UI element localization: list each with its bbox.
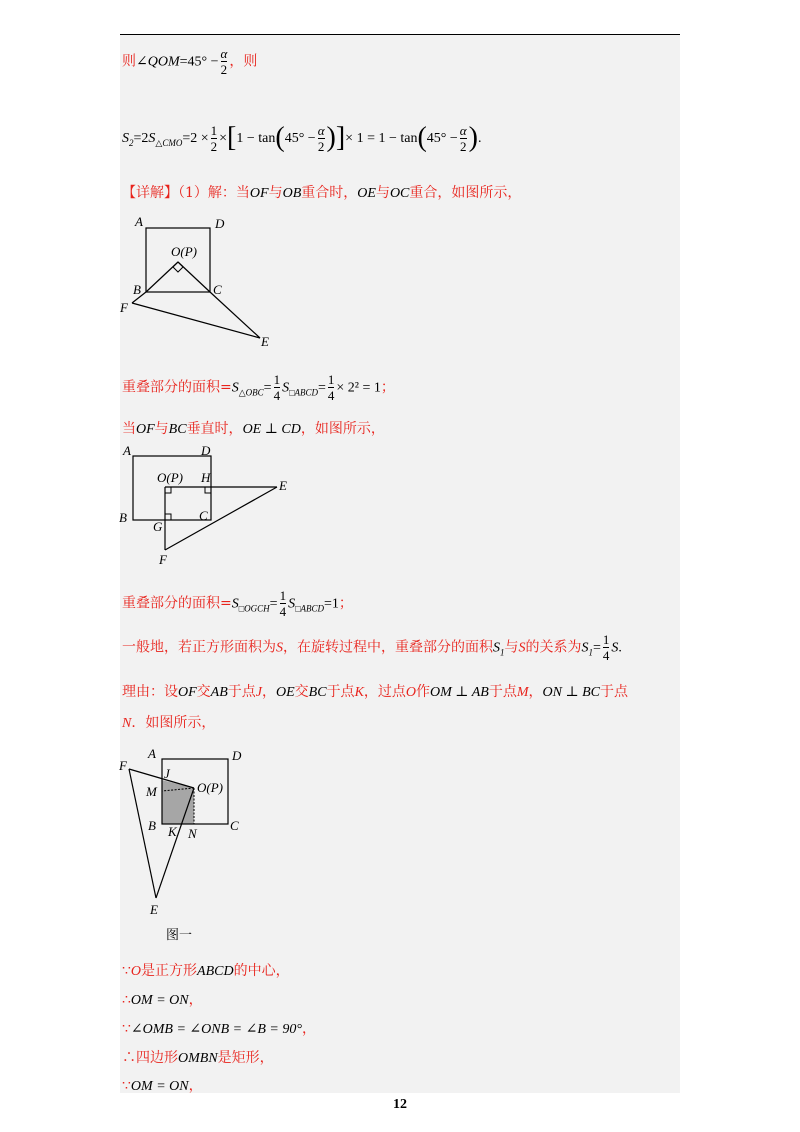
fig2-label-c: C [199,508,208,523]
fig2-label-g: G [153,519,163,534]
line-center: ∵O是正方形ABCD的中心， [122,963,290,979]
fig3-label-k: K [168,824,177,839]
line-reason: 理由：设OF交AB于点J，OE交BC于点K，过点O作OM ⊥ AB于点M，ON ⊥ BC于点 [122,684,629,700]
line-right-angles: ∵∠OMB = ∠ONB = ∠B = 90°， [122,1021,316,1037]
line-area-1: 重叠部分的面积$=S_{\triangle OBC}=$ $\frac{1}{4}$ $S_{□ABCD}=$ $\frac{1}{4}$ × 2² = 1； [122,372,395,403]
line-detail-heading: 【详解】（1）解：当OF与OB重合时，OE与OC重合，如图所示， [122,185,522,201]
fig3-label-b: B [148,818,156,833]
fig3-label-c: C [230,818,239,833]
line-s2-formula: $S_2=2S_{\triangle CMO}=2$ × $\frac{1}{2}$ ×[1 − tan(45° − $\frac{\alpha}{2}$ )]× 1 = 1 − tan(45° − $\frac{\alpha}{2}$ ). [122,122,482,154]
fig3-label-e: E [150,902,158,917]
fig3-label-n: N [188,826,197,841]
fig1-label-c: C [213,282,222,297]
line-perpendicular-case: 当OF与BC垂直时，OE ⊥ CD，如图所示， [122,421,385,437]
line-om-on: ∴OM = ON， [122,992,203,1008]
page-number: 12 [393,1097,407,1112]
line-om-on-2: ∵OM = ON， [122,1078,203,1094]
figure-3-caption: 图一 [166,928,193,943]
figure-3 [112,744,252,920]
fig3-label-m: M [146,784,157,799]
figure-1 [115,212,285,350]
fig2-label-b: B [119,510,127,525]
fig2-label-f: F [159,552,167,567]
fig1-label-b: B [133,282,141,297]
line-reason-cont: N．如图所示， [122,715,216,731]
line-general-relation: 一般地，若正方形面积为S，在旋转过程中，重叠部分的面积$S_1$与S的关系为$S_1=$ $\frac{1}{4}$ S. [122,632,622,663]
fig1-label-a: A [135,214,143,229]
fig1-label-f: F [120,300,128,315]
figure-2 [115,442,305,570]
fig1-label-d: D [215,216,225,231]
fig1-label-op: O(P) [171,244,197,259]
fig2-label-op: O(P) [157,470,183,485]
fig3-label-d: D [232,748,242,763]
fig2-label-d: D [201,443,211,458]
fig1-label-e: E [261,334,269,349]
fig2-label-a: A [123,443,131,458]
line-angle-qom: 则∠QOM=45° − $\frac{\alpha}{2}$ ，则 [122,46,258,77]
line-rectangle: ∴四边形OMBN是矩形， [122,1050,274,1066]
fig3-label-j: J [164,766,170,781]
line-area-2: 重叠部分的面积$=S_{□OGCH}=$ $\frac{1}{4}$ $S_{□ABCD}=1$； [122,588,353,619]
fig2-label-h: H [201,470,211,485]
fig2-label-e: E [279,478,287,493]
fig3-label-f: F [119,758,127,773]
fig3-label-op: O(P) [197,780,223,795]
fig3-label-a: A [148,746,156,761]
